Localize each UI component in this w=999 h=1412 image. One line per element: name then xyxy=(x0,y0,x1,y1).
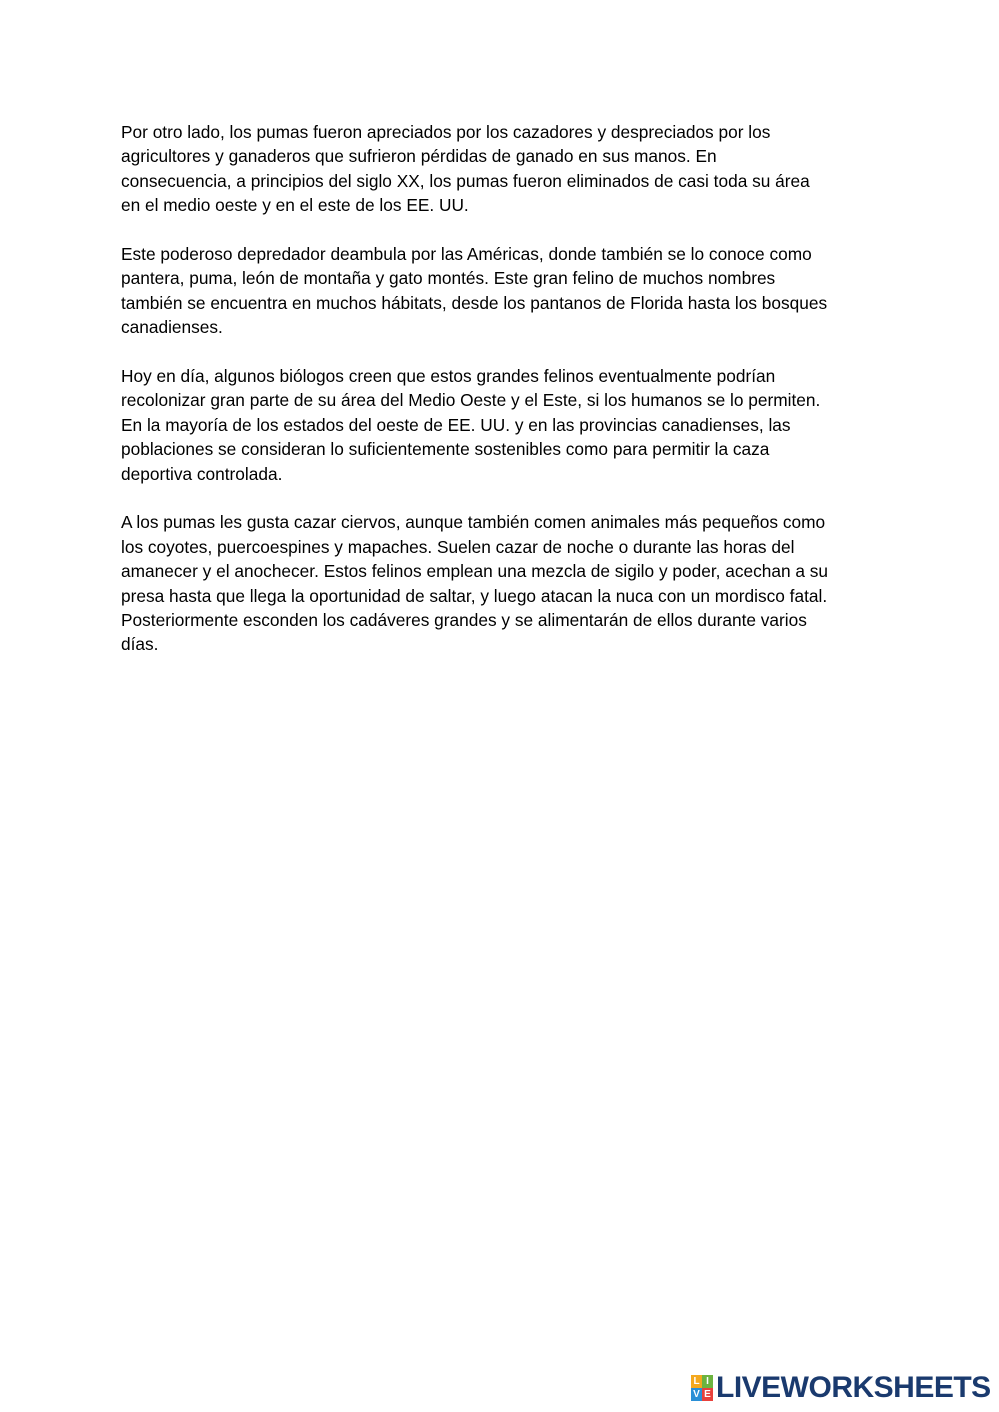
liveworksheets-logo xyxy=(691,1372,991,1404)
paragraph-line: Hoy en día, algunos biólogos creen que estos grandes felinos eventualmente podrían xyxy=(121,366,776,387)
logo-text: LIVEWORKSHEETS xyxy=(716,1371,991,1404)
paragraph-3 xyxy=(121,364,891,486)
logo-mark-letter: L xyxy=(691,1375,702,1388)
paragraph-line: Posteriormente esconden los cadáveres grandes y se alimentarán de ellos durante varios xyxy=(121,610,807,631)
logo-mark-letter: V xyxy=(691,1388,702,1401)
paragraph-line: días. xyxy=(121,634,159,655)
paragraph-line: los coyotes, puercoespines y mapaches. Suelen cazar de noche o durante las horas del xyxy=(121,536,795,557)
logo-mark-letter: I xyxy=(702,1375,713,1388)
paragraph-line: En la mayoría de los estados del oeste de EE. UU. y en las provincias canadienses, las xyxy=(121,414,791,435)
paragraph-line: poblaciones se consideran lo suficientemente sostenibles como para permitir la caza xyxy=(121,439,770,460)
paragraph-line: amanecer y el anochecer. Estos felinos emplean una mezcla de sigilo y poder, acechan a su xyxy=(121,561,829,582)
paragraph-line: canadienses. xyxy=(121,317,223,338)
paragraph-line: recolonizar gran parte de su área del Medio Oeste y el Este, si los humanos se lo permiten. xyxy=(121,390,821,411)
paragraph-2 xyxy=(121,242,891,340)
paragraph-line: Por otro lado, los pumas fueron apreciados por los cazadores y despreciados por los xyxy=(121,122,771,142)
document-body xyxy=(121,120,891,681)
paragraph-4 xyxy=(121,510,891,656)
paragraph-line: también se encuentra en muchos hábitats, desde los pantanos de Florida hasta los bosques xyxy=(121,292,828,313)
paragraph-line: consecuencia, a principios del siglo XX, los pumas fueron eliminados de casi toda su área xyxy=(121,170,810,191)
paragraph-line: en el medio oeste y en el este de los EE. UU. xyxy=(121,195,469,216)
logo-mark-icon xyxy=(691,1375,713,1401)
paragraph-1 xyxy=(121,120,891,218)
paragraph-line: agricultores y ganaderos que sufrieron pérdidas de ganado en sus manos. En xyxy=(121,146,717,167)
paragraph-line: deportiva controlada. xyxy=(121,463,283,484)
paragraph-line: pantera, puma, león de montaña y gato montés. Este gran felino de muchos nombres xyxy=(121,268,776,289)
paragraph-line: presa hasta que llega la oportunidad de saltar, y luego atacan la nuca con un mordisco fatal. xyxy=(121,585,828,606)
paragraph-line: Este poderoso depredador deambula por las Américas, donde también se lo conoce como xyxy=(121,244,812,265)
logo-mark-letter: E xyxy=(702,1388,713,1401)
paragraph-line: A los pumas les gusta cazar ciervos, aunque también comen animales más pequeños como xyxy=(121,512,826,533)
